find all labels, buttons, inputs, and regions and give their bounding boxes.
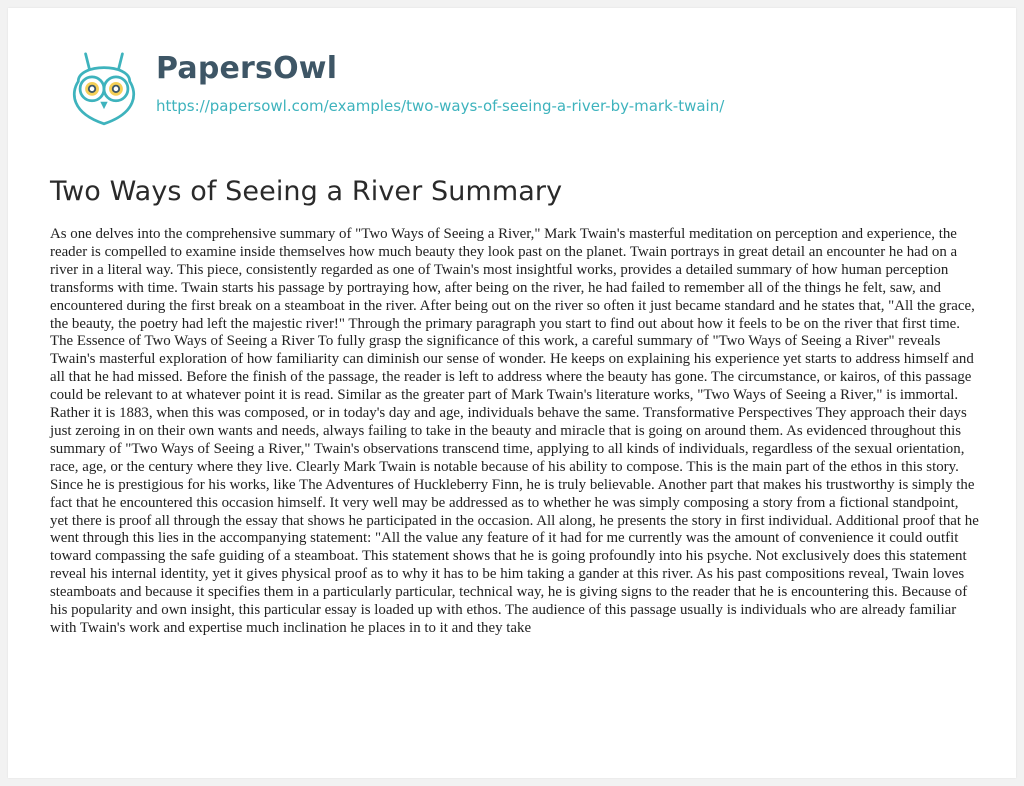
- document-title: Two Ways of Seeing a River Summary: [50, 176, 563, 207]
- document-page: [8, 8, 1016, 778]
- brand-name[interactable]: PapersOwl: [156, 51, 338, 86]
- owl-logo-icon: [58, 41, 150, 133]
- document-body: As one delves into the comprehensive summary of "Two Ways of Seeing a River," Mark Twain's masterful meditation on perception and experience, the reader is compelled to examine inside themselves how much beauty they look past on the planet. Twain portrays in great detail an encounter he had on a river in a literal way. This piece, consistently regarded as one of Twain's most insightful works, provides a detailed summary of how human perception transforms with time. Twain starts his passage by portraying how, after being on the river, he had failed to remember all of the things he felt, saw, and encountered during the first break on a steamboat in the river. After being out on the river so often it just became standard and he states that, "All the grace, the beauty, the poetry had left the majestic river!" Through the primary paragraph you start to find out about how it feels to be on the river that first time. The Essence of Two Ways of Seeing a River To fully grasp the significance of this work, a careful summary of "Two Ways of Seeing a River" reveals Twain's masterful exploration of how familiarity can diminish our sense of wonder. He keeps on explaining his experience yet starts to address himself and all that he had missed. Before the finish of the passage, the reader is left to address where the beauty has gone. The circumstance, or kairos, of this passage could be relevant to at whatever point it is read. Similar as the greater part of Mark Twain's literature works, "Two Ways of Seeing a River," is immortal. Rather it is 1883, when this was composed, or in today's day and age, individuals behave the same. Transformative Perspectives They approach their days just zeroing in on their own wants and needs, always failing to take in the beauty and miracle that is going on around them. As evidenced throughout this summary of "Two Ways of Seeing a River," Twain's observations transcend time, applying to all kinds of individuals, regardless of the sexual orientation, race, age, or the century where they live. Clearly Mark Twain is notable because of his ability to compose. This is the main part of the ethos in this story. Since he is prestigious for his works, like The Adventures of Huckleberry Finn, he is truly believable. Another part that makes his trustworthy is simply the fact that he encountered this occasion himself. It very well may be addressed as to whether he was simply composing a story from a fictional standpoint, yet there is proof all through the essay that shows he participated in the occasion. All along, he presents the story in first individual. Additional proof that he went through this lies in the accompanying statement: "All the value any feature of it had for me currently was the amount of convenience it could outfit toward compassing the safe guiding of a steamboat. This statement shows that he is going profoundly into his psyche. Not exclusively does this statement reveal his internal identity, yet it gives physical proof as to why it has to be him taking a gander at this river. As his past compositions reveal, Twain loves steamboats and because it specifies them in a particularly particular, technical way, he is giving signs to the reader that he is encountering this. Because of his popularity and own insight, this particular essay is loaded up with ethos. The audience of this passage usually is individuals who are already familiar with Twain's work and expertise much inclination he places in to it and they take: [50, 226, 979, 636]
- source-url-link[interactable]: https://papersowl.com/examples/two-ways-of-seeing-a-river-by-mark-twain/: [156, 97, 725, 115]
- brand-text-block: [156, 51, 724, 117]
- brand-header: [58, 42, 724, 132]
